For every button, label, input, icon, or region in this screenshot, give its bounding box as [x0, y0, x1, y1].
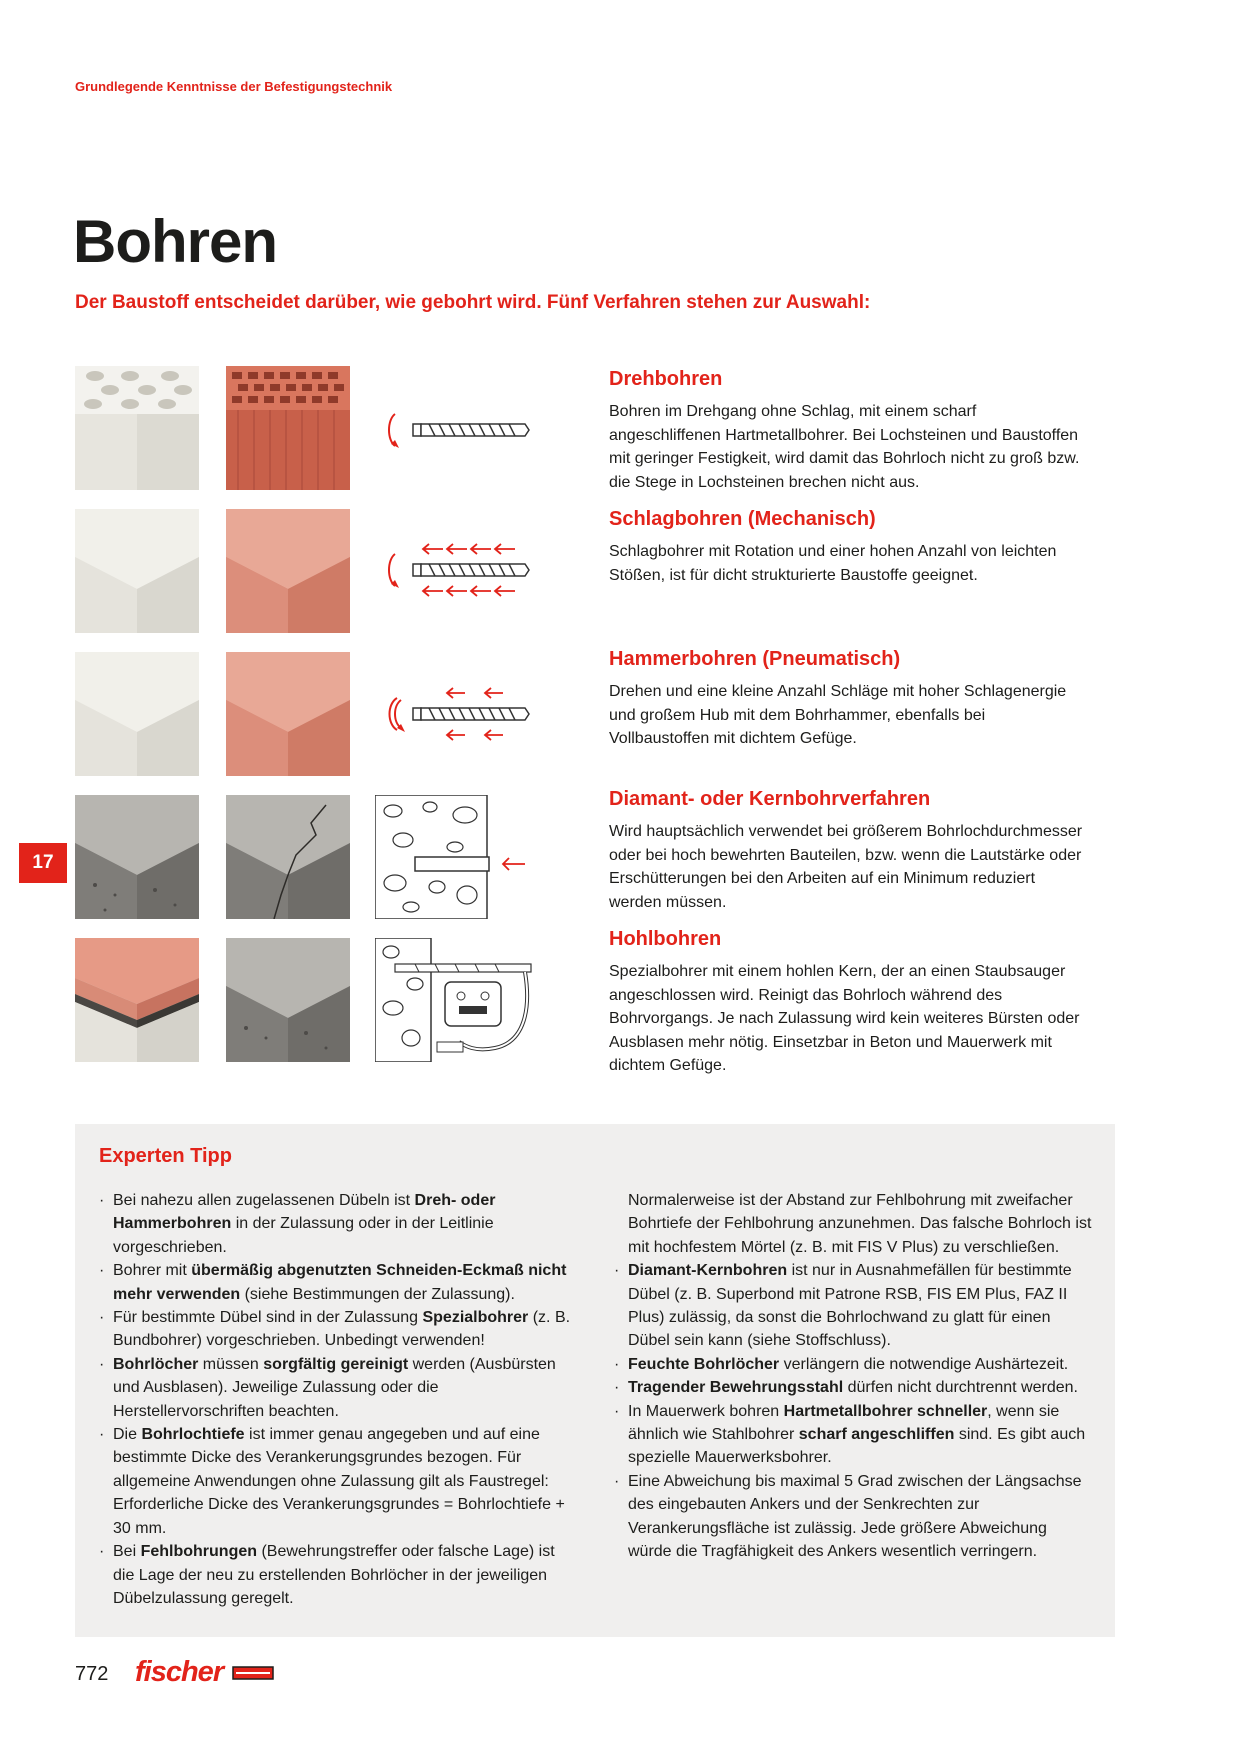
expert-tip-title: Experten Tipp	[99, 1145, 232, 1167]
breadcrumb: Grundlegende Kenntnisse der Befestigungstechnik	[75, 79, 393, 94]
method-text: Spezialbohrer mit einem hohlen Kern, der an einen Staubsauger angeschlossen wird. Reinigt das Bohrloch während des Bohrvorgangs. Je nach Zulassung wird kein weiteres Bürsten oder Ausblasen mehr nötig. Einsetzbar in Beton und Mauerwerk mit dichtem Gefüge.	[609, 963, 1080, 1074]
method-text: Drehen und eine kleine Anzahl Schläge mit hoher Schlagenergie und großem Hub mit dem Bohrhammer, ebenfalls bei Vollbaustoffen mit dichtem Gefüge.	[609, 683, 1067, 747]
tip-item: · Für bestimmte Dübel sind in der Zulassung Spezialbohrer (z. B. Bundbohrer) vorgeschrieben. Unbedingt verwenden!	[99, 1306, 579, 1353]
tip-paragraph: Normalerweise ist der Abstand zur Fehlbohrung mit zweifacher Bohrtiefe der Fehlbohrung anzunehmen. Das falsche Bohrloch ist mit hochfestem Mörtel (z. B. mit FIS V Plus) zu verschließen.	[628, 1192, 1092, 1256]
cracked-concrete-block-image	[226, 795, 350, 919]
tip-item: · Bohrer mit übermäßig abgenutzten Schneiden-Eckmaß nicht mehr verwenden (siehe Bestimmungen der Zulassung).	[99, 1259, 579, 1306]
tip-item: · Eine Abweichung bis maximal 5 Grad zwischen der Längsachse des eingebauten Ankers und der Senkrechten zur Verankerungsfläche ist zulässig. Jede größere Abweichung würde die Tragfähigkeit des Ankers wesentlich verringern.	[614, 1470, 1094, 1564]
fischer-logo	[135, 1656, 276, 1689]
concrete-block-image	[75, 795, 199, 919]
method-title: Schlagbohren (Mechanisch)	[609, 508, 876, 530]
method-text: Bohren im Drehgang ohne Schlag, mit einem scharf angeschliffenen Hartmetallbohrer. Bei Lochsteinen und Baustoffen mit geringer Festigkeit, wird damit das Bohrloch nicht zu groß bzw. die Stege in Lochsteinen brechen nicht aus.	[609, 403, 1080, 491]
fischer-dowel-icon	[232, 1664, 276, 1682]
page-title: Bohren	[73, 208, 277, 275]
tip-item: · Bei nahezu allen zugelassenen Dübeln ist Dreh- oder Hammerbohren in der Zulassung oder in der Leitlinie vorgeschrieben.	[99, 1189, 579, 1259]
method-text: Wird hauptsächlich verwendet bei größerem Bohrlochdurchmesser oder bei hoch bewehrten Bauteilen, bzw. wenn die Lautstärke oder Erschütterungen bei den Arbeiten auf ein Minimum reduziert werden müssen.	[609, 823, 1083, 911]
tip-item: · Bei Fehlbohrungen (Bewehrungstreffer oder falsche Lage) ist die Lage der neu zu erstellenden Bohrlöcher in der jeweiligen Dübelzulassung geregelt.	[99, 1540, 579, 1610]
tip-item: · Diamant-Kernbohren ist nur in Ausnahmefällen für bestimmte Dübel (z. B. Superbond mit Patrone RSB, FIS EM Plus, FAZ II Plus) zulässig, da sonst die Bohrlochwand zu glatt für einen Dübel sein kann (siehe Stoffschluss).	[614, 1259, 1094, 1353]
solid-brick-red-image	[226, 509, 350, 633]
method-hohlbohren	[609, 926, 1089, 1078]
solid-block-white-image	[75, 652, 199, 776]
method-title: Hammerbohren (Pneumatisch)	[609, 648, 901, 670]
perforated-brick-white-image	[75, 366, 199, 490]
tip-item: · Feuchte Bohrlöcher verlängern die notwendige Aushärtezeit.	[614, 1353, 1094, 1376]
layered-brick-image	[75, 938, 199, 1062]
chapter-tab[interactable]: 17	[19, 843, 67, 883]
method-hammerbohren	[609, 646, 1089, 751]
method-title: Hohlbohren	[609, 928, 722, 950]
page-subtitle: Der Baustoff entscheidet darüber, wie gebohrt wird. Fünf Verfahren stehen zur Auswahl:	[75, 292, 871, 313]
method-title: Drehbohren	[609, 368, 723, 390]
solid-block-white-image	[75, 509, 199, 633]
diamond-core-drill-diagram	[375, 795, 535, 919]
method-schlagbohren	[609, 506, 1089, 587]
method-text: Schlagbohrer mit Rotation und einer hohen Anzahl von leichten Stößen, ist für dicht strukturierte Baustoffe geeignet.	[609, 543, 1057, 584]
tip-item: · Die Bohrlochtiefe ist immer genau angegeben und auf eine bestimmte Dicke des Verankerungsgrundes bezogen. Für allgemeine Anwendungen ohne Zulassung gilt als Faustregel: Erforderliche Dicke des Verankerungsgrundes = Bohrlochtiefe + 30 mm.	[99, 1423, 579, 1540]
brand-name: fischer	[135, 1656, 224, 1688]
tip-item: · Bohrlöcher müssen sorgfältig gereinigt werden (Ausbürsten und Ausblasen). Jeweilige Zulassung oder die Herstellervorschriften beachten.	[99, 1353, 579, 1423]
tip-item: · Tragender Bewehrungsstahl dürfen nicht durchtrennt werden.	[614, 1376, 1094, 1399]
hammer-drill-diagram	[385, 684, 530, 744]
tip-item: · In Mauerwerk bohren Hartmetallbohrer schneller, wenn sie ähnlich wie Stahlbohrer scharf angeschliffen sind. Es gibt auch spezielle Mauerwerksbohrer.	[614, 1400, 1094, 1470]
impact-drill-diagram	[385, 540, 530, 600]
solid-brick-red-image	[226, 652, 350, 776]
expert-tip-left-column	[99, 1189, 579, 1610]
method-diamantbohren	[609, 786, 1089, 914]
perforated-brick-red-image	[226, 366, 350, 490]
expert-tip-right-column	[614, 1189, 1094, 1564]
concrete-block-image	[226, 938, 350, 1062]
method-drehbohren	[609, 366, 1089, 494]
method-title: Diamant- oder Kernbohrverfahren	[609, 788, 931, 810]
page-number: 772	[75, 1663, 109, 1685]
rotary-drill-diagram	[385, 410, 530, 450]
hollow-drill-vacuum-diagram	[375, 938, 535, 1062]
